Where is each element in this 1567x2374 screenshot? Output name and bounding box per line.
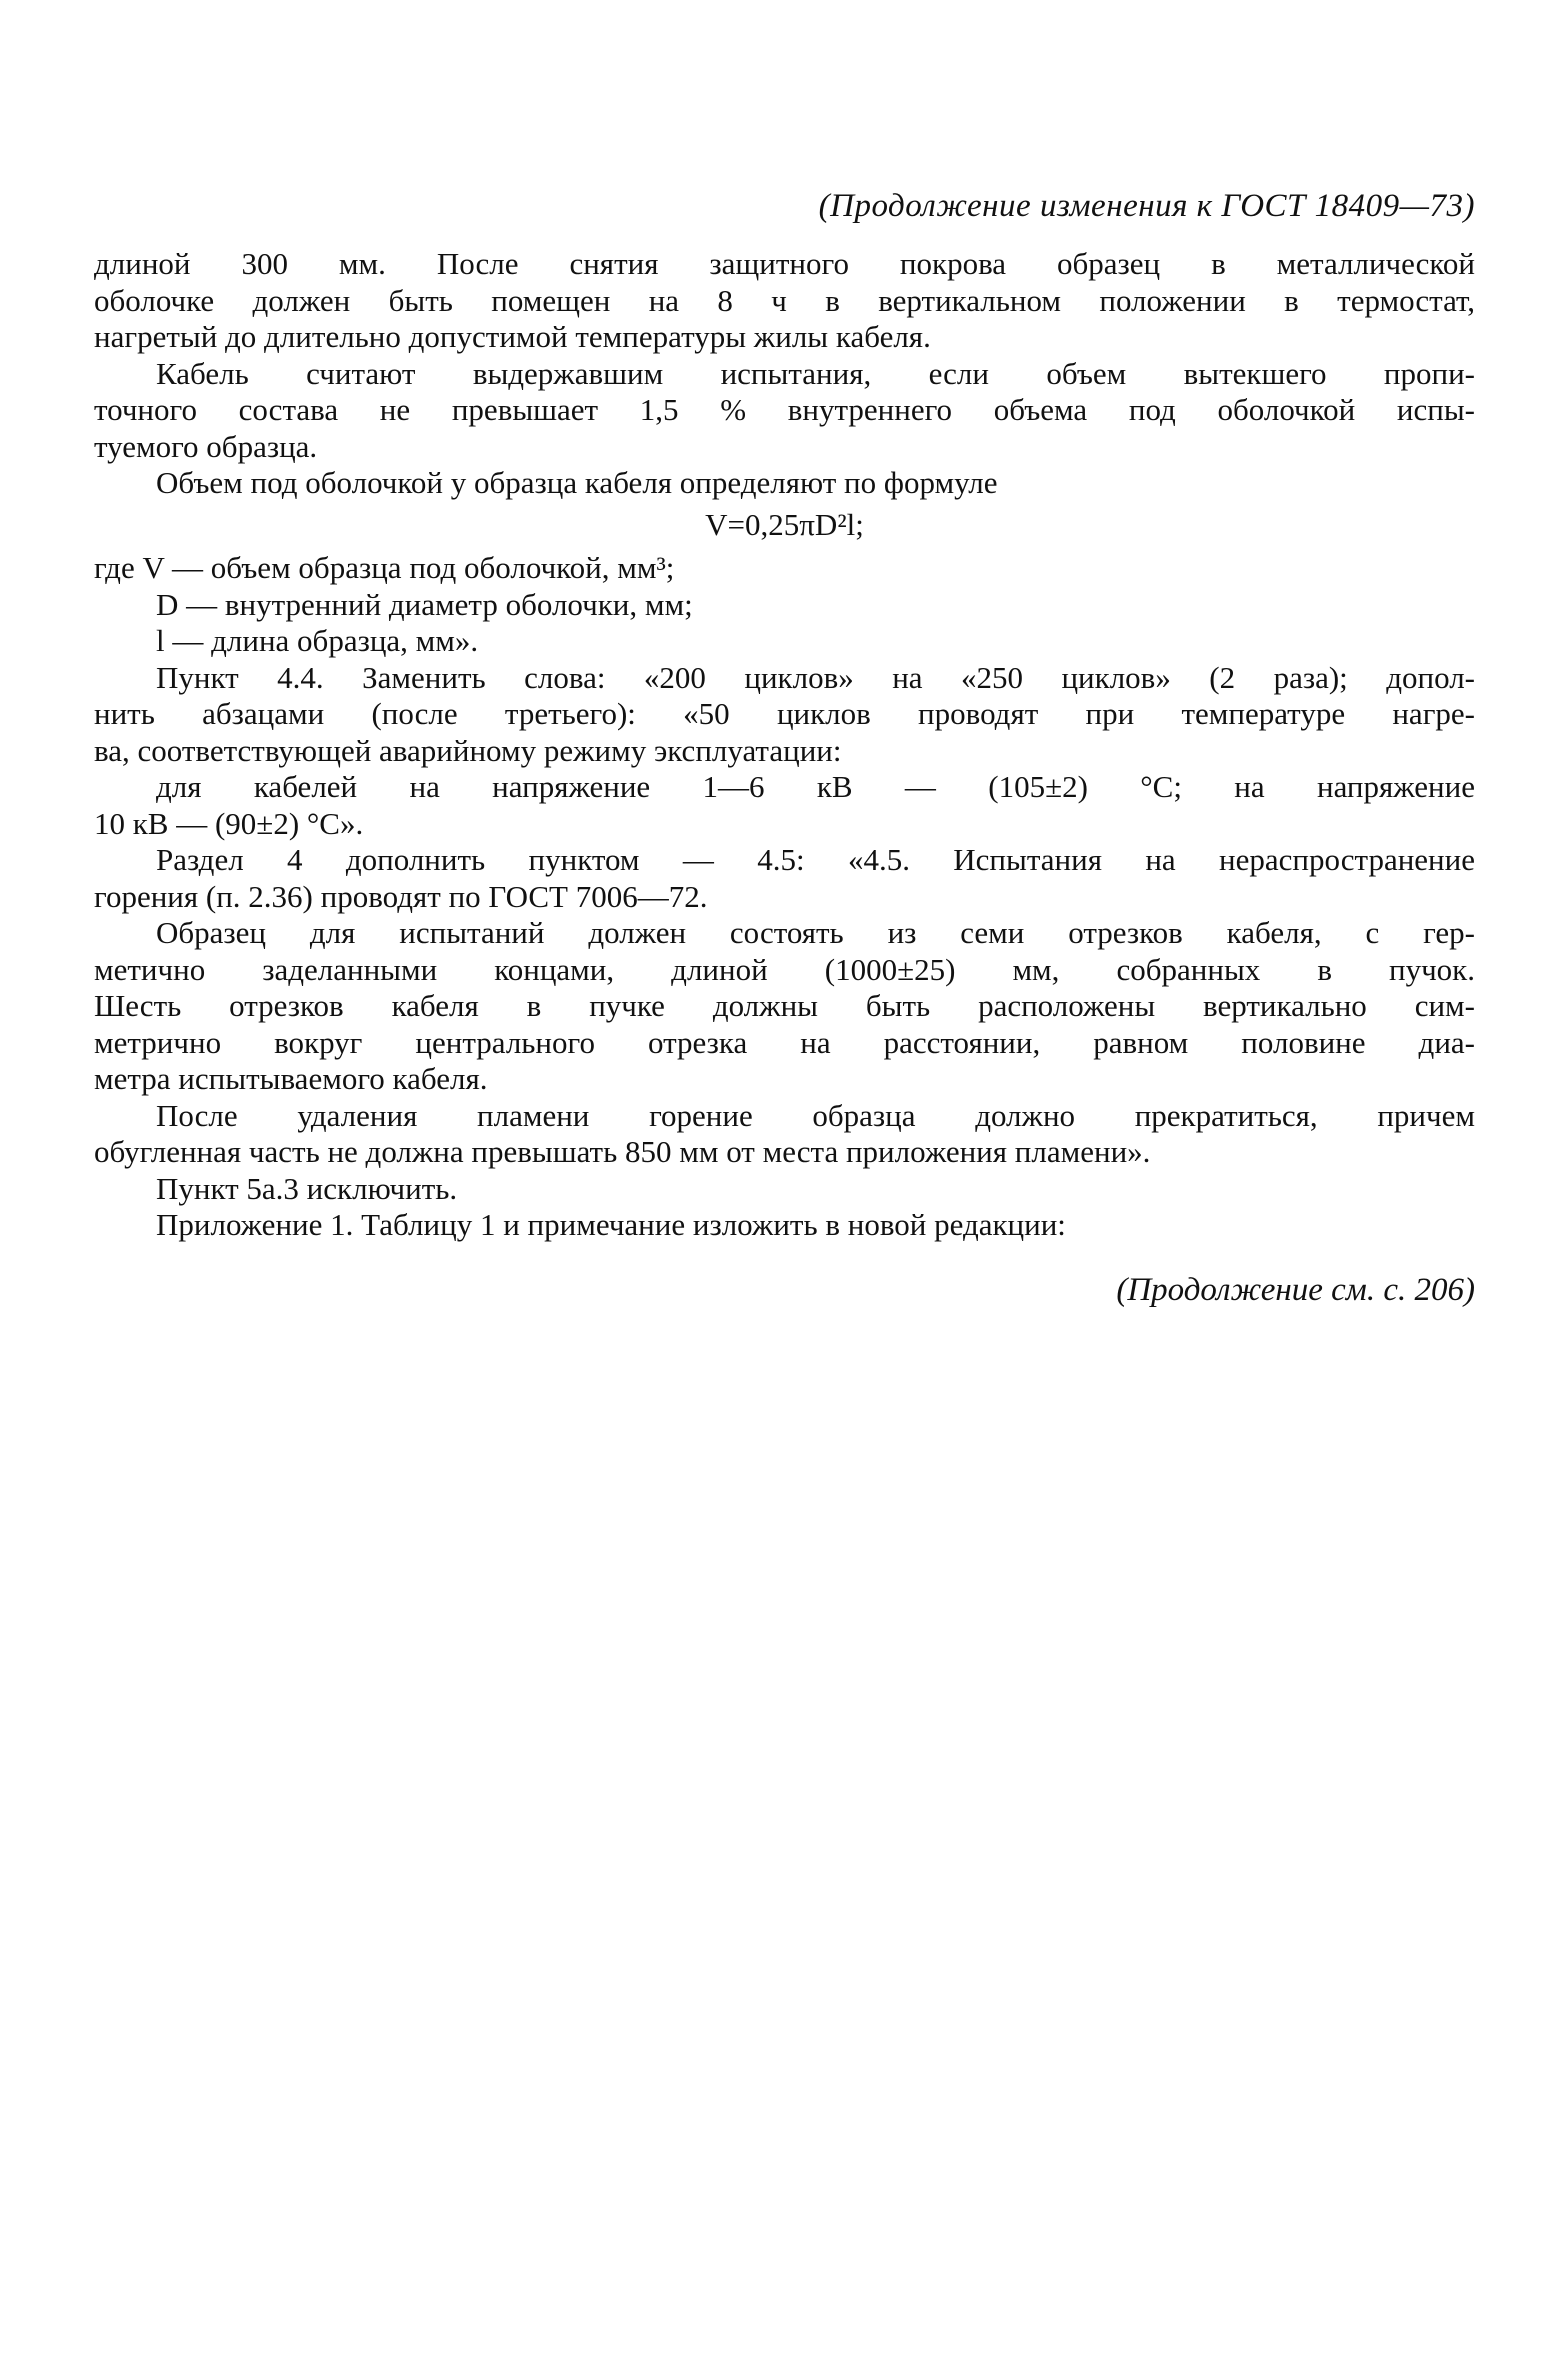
text-line: Пункт 4.4. Заменить слова: «200 циклов» на «250 циклов» (2 раза); допол-	[156, 659, 1475, 695]
text-line: Кабель считают выдержавшим испытания, если объем вытекшего пропи-	[156, 355, 1475, 391]
text-line: метрично вокруг центрального отрезка на расстоянии, равном половине диа-	[94, 1024, 1475, 1060]
text-line: После удаления пламени горение образца должно прекратиться, причем	[156, 1097, 1475, 1133]
text-line: метично заделанными концами, длиной (1000±25) мм, собранных в пучок.	[94, 951, 1475, 987]
document-body	[94, 246, 1475, 1244]
text-line: Объем под оболочкой у образца кабеля определяют по формуле	[156, 465, 998, 500]
text-line: метра испытываемого кабеля.	[94, 1061, 488, 1096]
continuation-footer: (Продолжение см. с. 206)	[1116, 1272, 1475, 1308]
text-line: оболочке должен быть помещен на 8 ч в вертикальном положении в термостат,	[94, 282, 1475, 318]
paragraphs-top	[94, 246, 1475, 502]
text-line: Пункт 5а.3 исключить.	[156, 1170, 458, 1206]
text-line: ва, соответствующей аварийному режиму эксплуатации:	[94, 732, 842, 768]
text-line: Приложение 1. Таблицу 1 и примечание изложить в новой редакции:	[156, 1207, 1066, 1242]
text-line: длиной 300 мм. После снятия защитного покрова образец в металлической	[94, 246, 1475, 281]
text-line: нить абзацами (после третьего): «50 циклов проводят при температуре нагре-	[94, 696, 1475, 731]
text-line: горения (п. 2.36) проводят по ГОСТ 7006—72.	[94, 878, 708, 914]
text-line: Образец для испытаний должен состоять из семи отрезков кабеля, с гер-	[156, 915, 1475, 950]
text-line: Шесть отрезков кабеля в пучке должны быть расположены вертикально сим-	[94, 988, 1475, 1023]
legend-line: D — внутренний диаметр оболочки, мм;	[156, 586, 693, 622]
formula: V=0,25πD²l;	[705, 506, 864, 542]
text-line: точного состава не превышает 1,5 % внутреннего объема под оболочкой испы-	[94, 392, 1475, 427]
text-line: обугленная часть не должна превышать 850 мм от места приложения пламени».	[94, 1134, 1151, 1169]
text-line: для кабелей на напряжение 1—6 кВ — (105±2) °С; на напряжение	[156, 769, 1475, 804]
legend-line: где V — объем образца под оболочкой, мм³;	[94, 550, 675, 585]
text-line: нагретый до длительно допустимой температуры жилы кабеля.	[94, 319, 931, 354]
text-line: Раздел 4 дополнить пунктом — 4.5: «4.5. Испытания на нераспространение	[156, 842, 1475, 877]
running-header: (Продолжение изменения к ГОСТ 18409—73)	[818, 188, 1475, 224]
formula-legend	[94, 550, 1475, 660]
text-line: 10 кВ — (90±2) °С».	[94, 805, 364, 841]
legend-line: l — длина образца, мм».	[156, 623, 479, 658]
paragraphs-bottom	[94, 660, 1475, 1244]
text-line: туемого образца.	[94, 428, 318, 464]
